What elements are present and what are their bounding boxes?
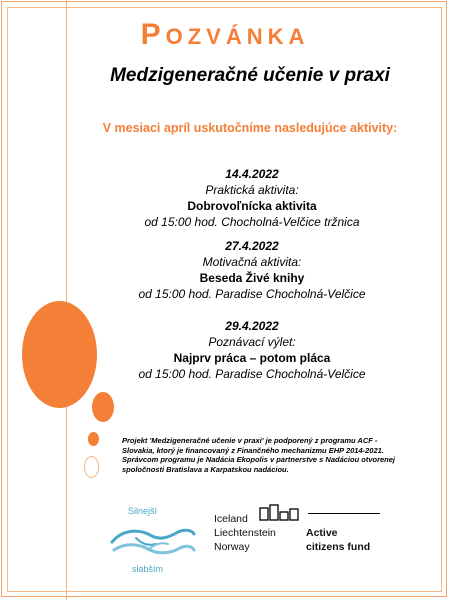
decorative-circle-small xyxy=(88,432,99,446)
event-name: Najprv práca – potom pláca xyxy=(173,351,331,365)
event-type: Motivačná aktivita: xyxy=(202,255,302,269)
event-name: Dobrovoľnícka aktivita xyxy=(187,199,317,213)
logo-rule xyxy=(308,513,380,514)
country-liechtenstein: Liechtenstein xyxy=(214,527,276,539)
event-date: 29.4.2022 xyxy=(225,319,279,333)
donor-countries xyxy=(214,512,276,554)
decorative-circle-large xyxy=(22,301,97,408)
fund-name xyxy=(306,526,370,554)
decorative-circle-medium xyxy=(92,392,114,422)
intro-text: V mesiaci apríl uskutočníme nasledujúce aktivity: xyxy=(102,121,398,135)
event-date: 14.4.2022 xyxy=(225,167,279,181)
event-name: Beseda Živé knihy xyxy=(199,271,305,285)
event-2 xyxy=(92,238,412,302)
decorative-circle-outline xyxy=(84,456,99,478)
active-citizens-fund-logo xyxy=(212,504,412,568)
event-time: od 15:00 hod. Paradise Chocholná-Velčice xyxy=(138,367,366,381)
project-name: Medzigeneračné učenie v praxi xyxy=(110,65,390,86)
fund-line-2: citizens fund xyxy=(306,541,371,553)
title-rest: OZVÁNKA xyxy=(165,24,310,49)
invitation-title xyxy=(0,18,450,52)
logo-top-text: Silnejší xyxy=(128,506,158,516)
event-type: Praktická aktivita: xyxy=(205,183,299,197)
country-iceland: Iceland xyxy=(214,513,248,525)
hands-icon xyxy=(108,520,198,564)
event-1 xyxy=(92,166,412,230)
event-3 xyxy=(92,318,412,382)
event-time: od 15:00 hod. Chocholná-Velčice tržnica xyxy=(144,215,360,229)
logo-bottom-text: slabším xyxy=(132,564,164,574)
decorative-vertical-line xyxy=(66,0,67,600)
event-type: Poznávací výlet: xyxy=(208,335,296,349)
event-time: od 15:00 hod. Paradise Chocholná-Velčice xyxy=(138,287,366,301)
silnejsi-slabsim-logo xyxy=(108,502,198,580)
country-norway: Norway xyxy=(214,541,250,553)
project-funding-note: Projekt 'Medzigeneračné učenie v praxi' je podporený z programu ACF - Slovakia, ktorý je financovaný z Finančného mechanizmu EHP 2014-2021. Správcom programu je Nadácia Ekopolis v partnerstve s Nadáciou otvorenej spoločnosti Bratislava a Karpatskou nadáciou. xyxy=(122,436,396,474)
event-date: 27.4.2022 xyxy=(225,239,279,253)
title-initial: P xyxy=(140,18,166,51)
fund-line-1: Active xyxy=(306,527,338,539)
